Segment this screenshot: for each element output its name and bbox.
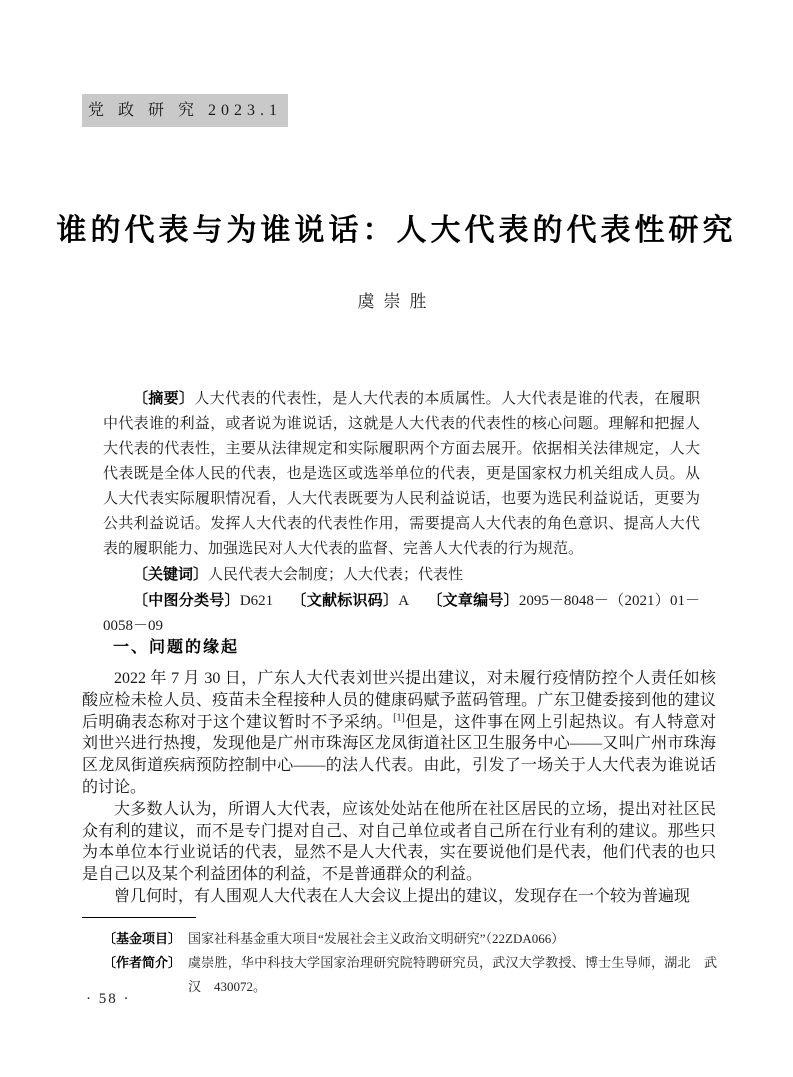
fund-text: 国家社科基金重大项目“发展社会主义政治文明研究”（22ZDA066） bbox=[188, 931, 565, 946]
paragraph-1-text-a: 2022 年 7 月 30 日，广东人大代表刘世兴提出建议，对未履行疫情防控个人责任如核酸应检未检人员、疫苗未全程接种人员的健康码赋予蓝码管理。广东卫健委接到他的建议后明确表态称对于这个建议暂时不予采纳。 bbox=[82, 670, 716, 731]
journal-title: 党 政 研 究 2023.1 bbox=[87, 102, 282, 119]
doc-code-value: A bbox=[398, 593, 410, 609]
paragraph-1 bbox=[82, 668, 716, 799]
clc-value: D621 bbox=[239, 593, 274, 609]
paragraph-3: 曾几何时，有人围观人大代表在人大会议上提出的建议，发现存在一个较为普遍现 bbox=[114, 887, 691, 905]
author-note-row bbox=[103, 951, 717, 999]
journal-header-box bbox=[82, 94, 288, 127]
article-title: 谁的代表与为谁说话：人大代表的代表性研究 bbox=[56, 214, 737, 247]
fund-note-row bbox=[103, 927, 717, 951]
paragraph-2: 大多数人认为，所谓人大代表，应该处处站在他所在社区居民的立场，提出对社区民众有利的建议，而不是专门提对自己、对自己单位或者自己所在行业有利的建议。那些只为本单位本行业说话的代表，显然不是人大代表，实在要说他们是代表，他们代表的也只是自己以及某个利益团体的利益，不是普通群众的利益。 bbox=[82, 800, 716, 884]
keywords-label: 〔关键词〕 bbox=[133, 566, 209, 583]
doc-code-label: 〔文献标识码〕 bbox=[291, 592, 399, 609]
author-name: 虞崇胜 bbox=[357, 292, 436, 311]
clc-label: 〔中图分类号〕 bbox=[133, 592, 240, 609]
author-bio-label: 〔作者简介〕 bbox=[103, 955, 182, 970]
article-id-value: 2095－8048－（2021）01－0058－09 bbox=[103, 593, 700, 634]
section-heading-1: 一、问题的缘起 bbox=[113, 639, 240, 656]
abstract-text: 人大代表的代表性，是人大代表的本质属性。人大代表是谁的代表，在履职中代表谁的利益，或者说为谁说话，这就是人大代表的代表性的核心问题。理解和把握人大代表的代表性，主要从法律规定和实际履职两个方面去展开。依据相关法律规定，人大代表既是全体人民的代表，也是选区或选举单位的代表，更是国家权力机关组成人员。从人大代表实际履职情况看，人大代表既要为人民利益说话，也要为选民利益说话，更要为公共利益说话。发挥人大代表的代表性作用，需要提高人大代表的角色意识、提高人大代表的履职能力、加强选民对人大代表的监督、完善人大代表的行为规范。 bbox=[103, 391, 700, 557]
keywords-line bbox=[103, 562, 700, 588]
author-bio-text: 虞崇胜，华中科技大学国家治理研究院特聘研究员，武汉大学教授、博士生导师，湖北 武汉 430072。 bbox=[188, 955, 717, 994]
article-id-label: 〔文章编号〕 bbox=[427, 592, 519, 609]
page-number: · 58 · bbox=[86, 991, 131, 1007]
footnote-divider-line bbox=[82, 917, 196, 918]
abstract-paragraph bbox=[103, 386, 700, 562]
classification-line bbox=[103, 588, 700, 639]
keywords-text: 人民代表大会制度；人大代表；代表性 bbox=[208, 567, 464, 583]
footer-notes bbox=[103, 927, 717, 999]
footnote-ref-1: [1] bbox=[393, 712, 405, 724]
paragraph-1-text-b: 但是，这件事在网上引起热议。有人特意对刘世兴进行热搜，发现他是广州市珠海区龙凤街道社区卫生服务中心——又叫广州市珠海区龙凤街道疾病预防控制中心——的法人代表。由此，引发了一场关于人大代表为谁说话的讨论。 bbox=[82, 713, 716, 796]
abstract-block bbox=[103, 386, 700, 639]
article-body bbox=[82, 668, 716, 908]
fund-label: 〔基金项目〕 bbox=[103, 931, 182, 946]
abstract-label: 〔摘要〕 bbox=[133, 390, 195, 407]
